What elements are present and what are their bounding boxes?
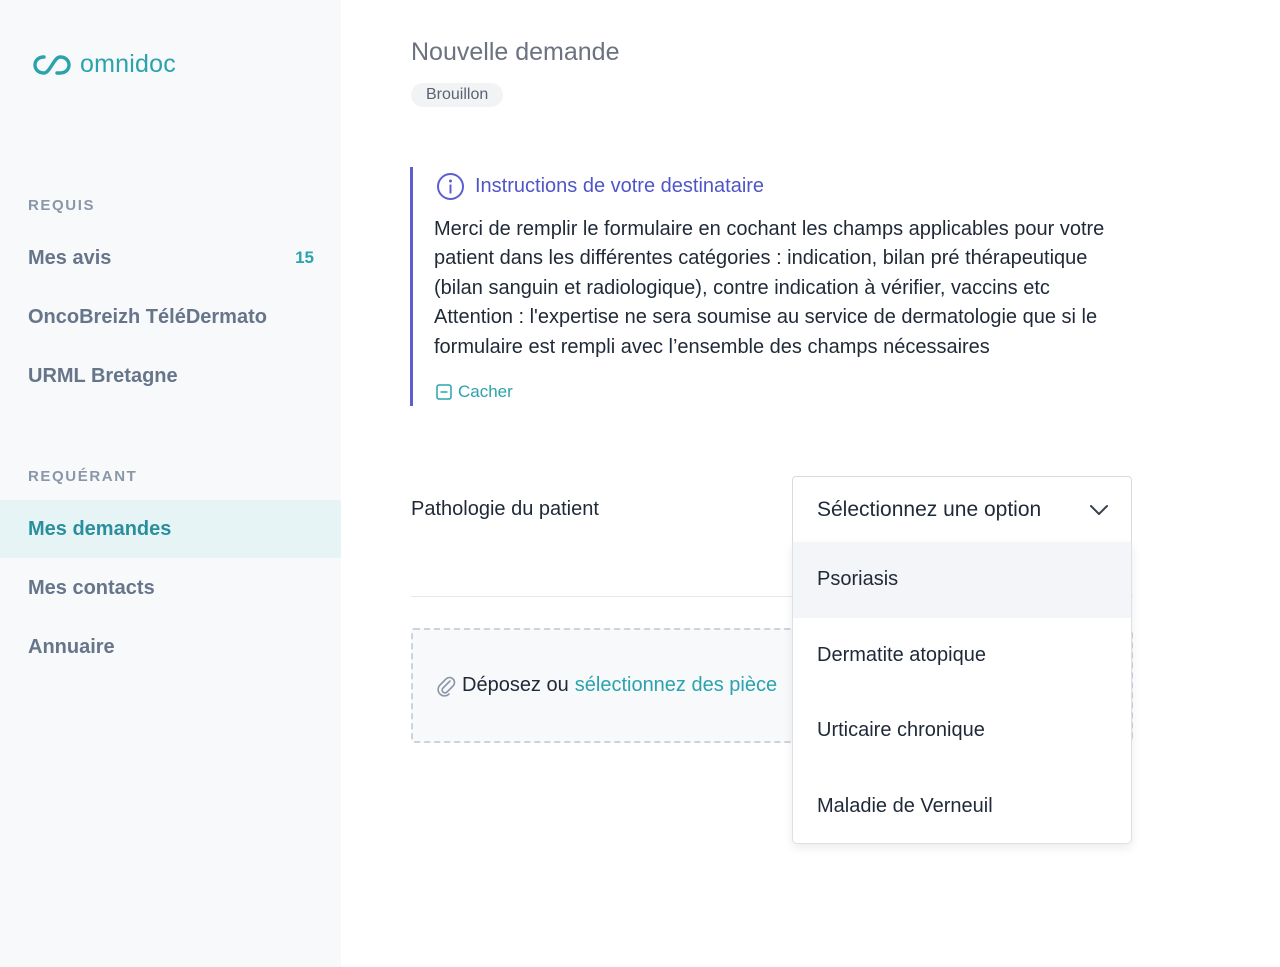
option-maladie-de-verneuil[interactable]: Maladie de Verneuil — [817, 794, 993, 817]
dropzone-content — [436, 674, 777, 697]
main-content — [341, 0, 1280, 967]
status-badge: Brouillon — [411, 83, 503, 107]
sidebar-item-label: OncoBreizh TéléDermato — [28, 305, 267, 328]
sidebar-item-mes-avis[interactable] — [0, 229, 341, 287]
option-dermatite-atopique[interactable]: Dermatite atopique — [817, 643, 986, 666]
pathology-dropdown-menu — [792, 542, 1132, 844]
sidebar-item-label: Annuaire — [28, 635, 115, 658]
pathology-select[interactable] — [792, 476, 1132, 543]
instructions-line: Merci de remplir le formulaire en cochant les champs applicables pour votre — [434, 218, 1105, 240]
brand-name: omnidoc — [80, 50, 176, 78]
instructions-panel — [410, 167, 1170, 406]
sidebar-item-label: Mes avis — [28, 246, 112, 269]
omnidoc-logo-icon — [32, 53, 72, 77]
brand-logo[interactable] — [32, 50, 176, 79]
sidebar-item-label: Mes contacts — [28, 576, 155, 599]
collapse-icon — [436, 384, 452, 400]
hide-instructions-button[interactable] — [436, 382, 513, 402]
select-placeholder: Sélectionnez une option — [817, 497, 1042, 521]
option-psoriasis[interactable]: Psoriasis — [793, 542, 1131, 618]
sidebar-item-oncobreizh[interactable] — [0, 288, 341, 346]
dropzone-text: Déposez ou — [462, 674, 569, 696]
instructions-title: Instructions de votre destinataire — [475, 175, 765, 197]
hide-label: Cacher — [458, 382, 513, 401]
section-label-required: REQUIS — [28, 197, 96, 214]
paperclip-icon — [436, 675, 456, 697]
info-icon — [436, 172, 465, 201]
instructions-text — [434, 215, 1164, 362]
chevron-down-icon — [1089, 500, 1109, 520]
count-badge: 15 — [295, 248, 314, 267]
instructions-line: formulaire est rempli avec l’ensemble des champs nécessaires — [434, 335, 990, 358]
sidebar-item-urml-bretagne[interactable] — [0, 347, 341, 405]
sidebar — [0, 0, 341, 967]
sidebar-item-label: Mes demandes — [28, 517, 172, 540]
sidebar-item-mes-demandes[interactable] — [0, 500, 341, 558]
instructions-line: (bilan sanguin et radiologique), contre indication à vérifier, vaccins etc — [434, 276, 1050, 299]
option-urticaire-chronique[interactable]: Urticaire chronique — [817, 719, 985, 742]
select-files-link[interactable]: sélectionnez des pièce — [574, 674, 778, 696]
sidebar-item-label: URML Bretagne — [28, 364, 178, 387]
instructions-line: patient dans les différentes catégories : indication, bilan pré thérapeutique — [434, 247, 1088, 270]
pathology-label: Pathologie du patient — [411, 498, 599, 520]
sidebar-item-annuaire[interactable] — [0, 618, 341, 676]
page-title: Nouvelle demande — [411, 38, 620, 66]
sidebar-item-mes-contacts[interactable] — [0, 559, 341, 617]
section-label-requester: REQUÉRANT — [28, 468, 138, 485]
instructions-header — [436, 172, 764, 201]
instructions-line: Attention : l'expertise ne sera soumise au service de dermatologie que si le — [434, 306, 1098, 329]
